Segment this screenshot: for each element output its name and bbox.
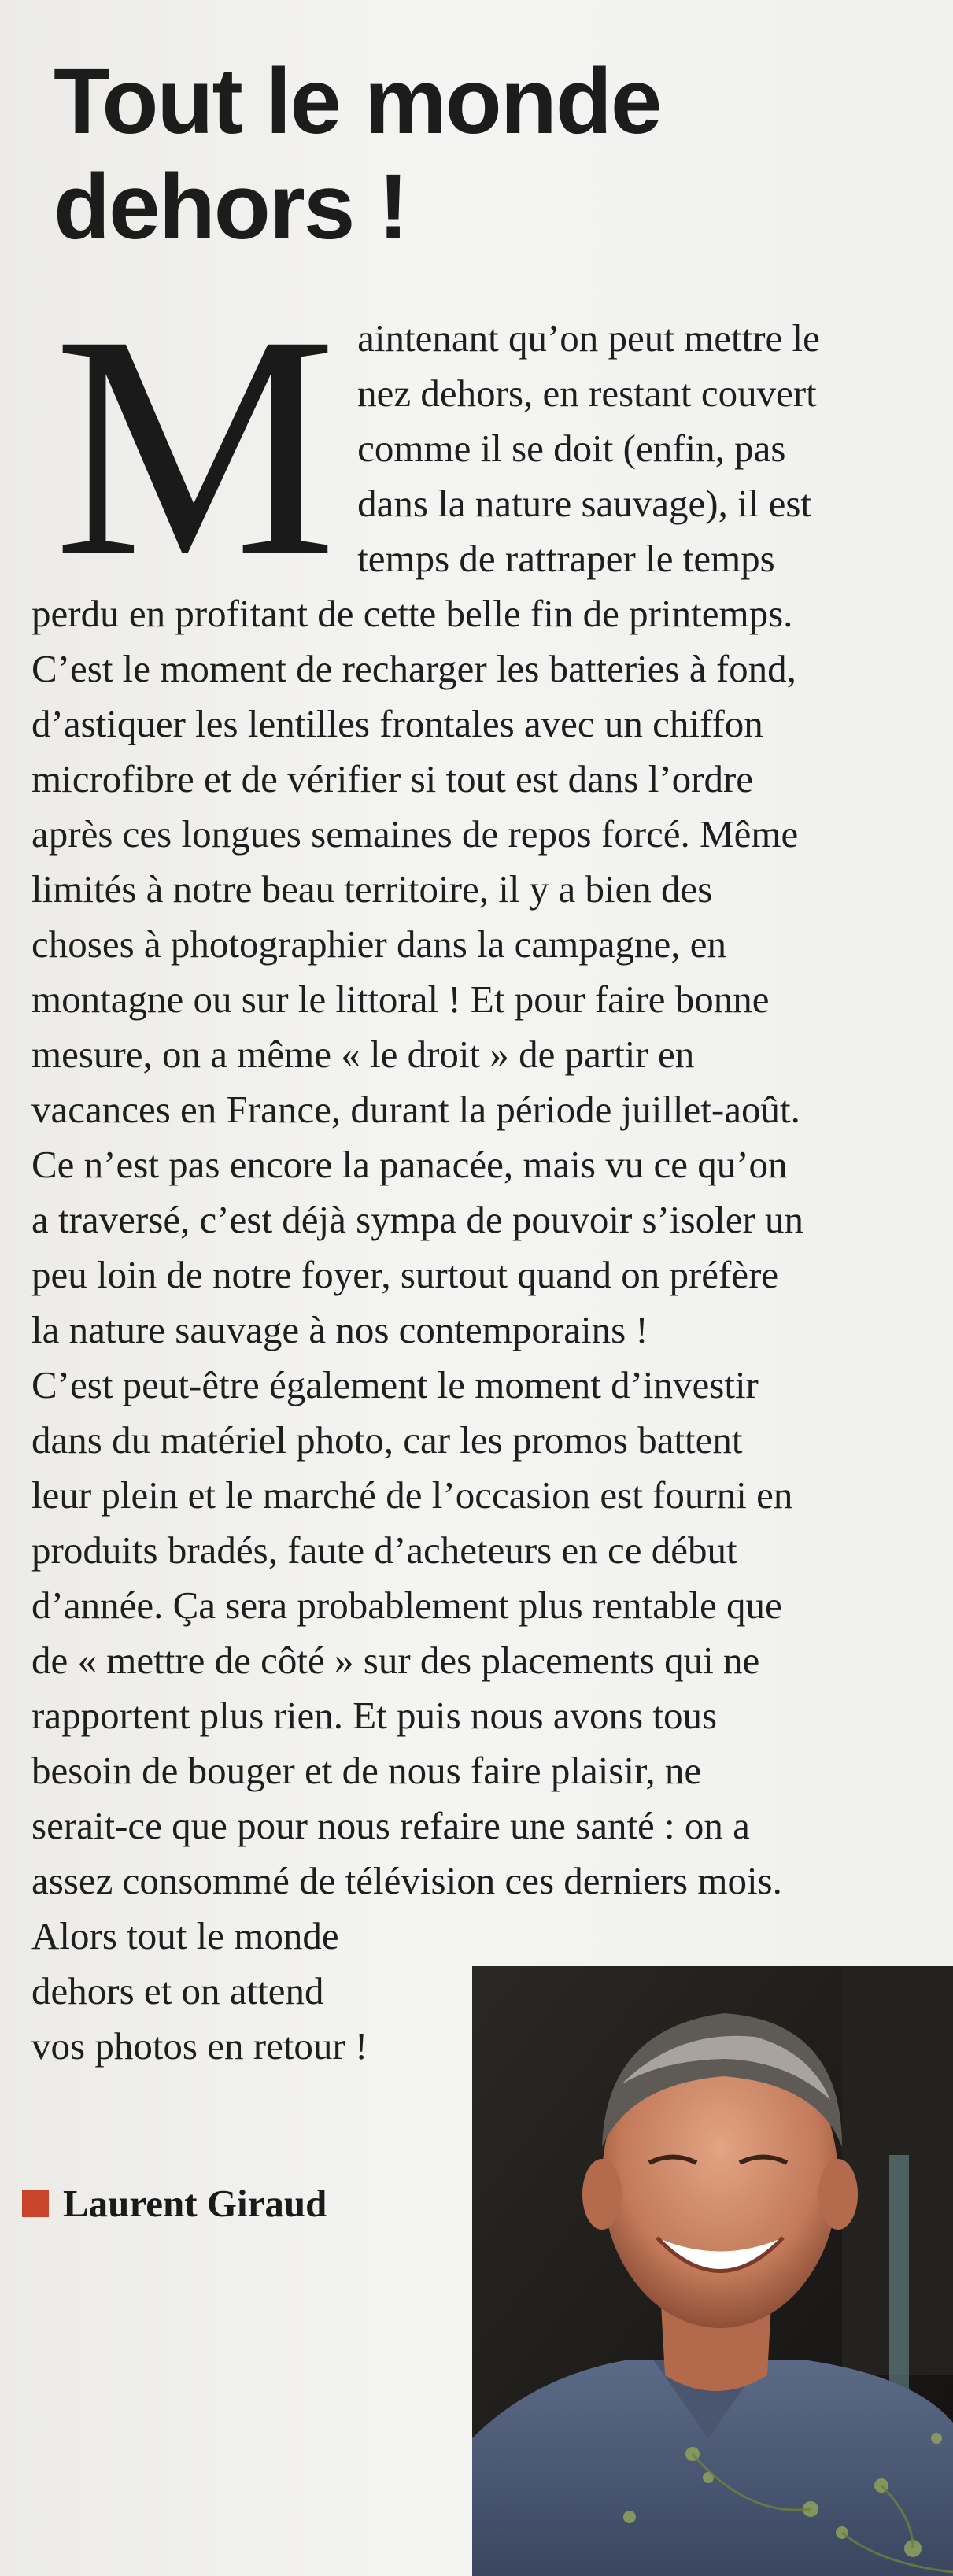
author-signature [22, 2181, 327, 2226]
body-line: perdu en profitant de cette belle fin de printemps. [31, 592, 793, 635]
author-portrait-image [472, 1966, 953, 2576]
body-line: d’année. Ça sera probablement plus rentable que [31, 1584, 782, 1627]
body-line: comme il se doit (enfin, pas [357, 427, 786, 470]
body-line: dans du matériel photo, car les promos battent [31, 1418, 743, 1462]
author-photo [472, 1966, 953, 2576]
article-body [31, 269, 866, 2074]
body-line: serait-ce que pour nous refaire une santé : on a [31, 1804, 750, 1847]
body-line: assez consommé de télévision ces derniers mois. [31, 1859, 782, 1902]
body-line: C’est le moment de recharger les batteries à fond, [31, 647, 796, 690]
body-line: après ces longues semaines de repos forcé. Même [31, 812, 799, 856]
body-line: besoin de bouger et de nous faire plaisir, ne [31, 1749, 702, 1792]
title-line-2: dehors ! [54, 155, 408, 259]
body-line: la nature sauvage à nos contemporains ! [31, 1308, 648, 1351]
body-line: montagne ou sur le littoral ! Et pour faire bonne [31, 978, 770, 1021]
author-name: Laurent Giraud [63, 2182, 327, 2225]
body-line: aintenant qu’on peut mettre le [357, 316, 820, 360]
body-line: vacances en France, durant la période juillet-août. [31, 1088, 800, 1131]
body-line: temps de rattraper le temps [357, 537, 775, 580]
body-line: d’astiquer les lentilles frontales avec un chiffon [31, 702, 763, 745]
body-line: choses à photographier dans la campagne, en [31, 922, 727, 966]
body-line: leur plein et le marché de l’occasion est fourni en [31, 1473, 793, 1517]
body-line: Ce n’est pas encore la panacée, mais vu ce qu’on [31, 1143, 788, 1186]
body-line: Alors tout le monde [31, 1914, 339, 1957]
body-line: microfibre et de vérifier si tout est dans l’ordre [31, 757, 754, 800]
body-line: peu loin de notre foyer, surtout quand on préfère [31, 1253, 779, 1296]
article-title [54, 49, 840, 260]
title-line-1: Tout le monde [54, 50, 661, 153]
accent-square-icon [22, 2190, 49, 2217]
body-line: rapportent plus rien. Et puis nous avons tous [31, 1694, 718, 1737]
body-line: produits bradés, faute d’acheteurs en ce début [31, 1528, 737, 1572]
body-line: de « mettre de côté » sur des placements qui ne [31, 1639, 760, 1682]
body-line: nez dehors, en restant couvert [357, 371, 817, 415]
body-line: dans la nature sauvage), il est [357, 482, 812, 525]
drop-cap: M [54, 269, 338, 623]
body-line: mesure, on a même « le droit » de partir en [31, 1033, 695, 1076]
body-line: dehors et on attend [31, 1969, 324, 2012]
body-line: limités à notre beau territoire, il y a bien des [31, 867, 713, 911]
body-line: vos photos en retour ! [31, 2024, 368, 2068]
body-line: C’est peut-être également le moment d’investir [31, 1363, 759, 1406]
body-line: a traversé, c’est déjà sympa de pouvoir s’isoler un [31, 1198, 804, 1241]
